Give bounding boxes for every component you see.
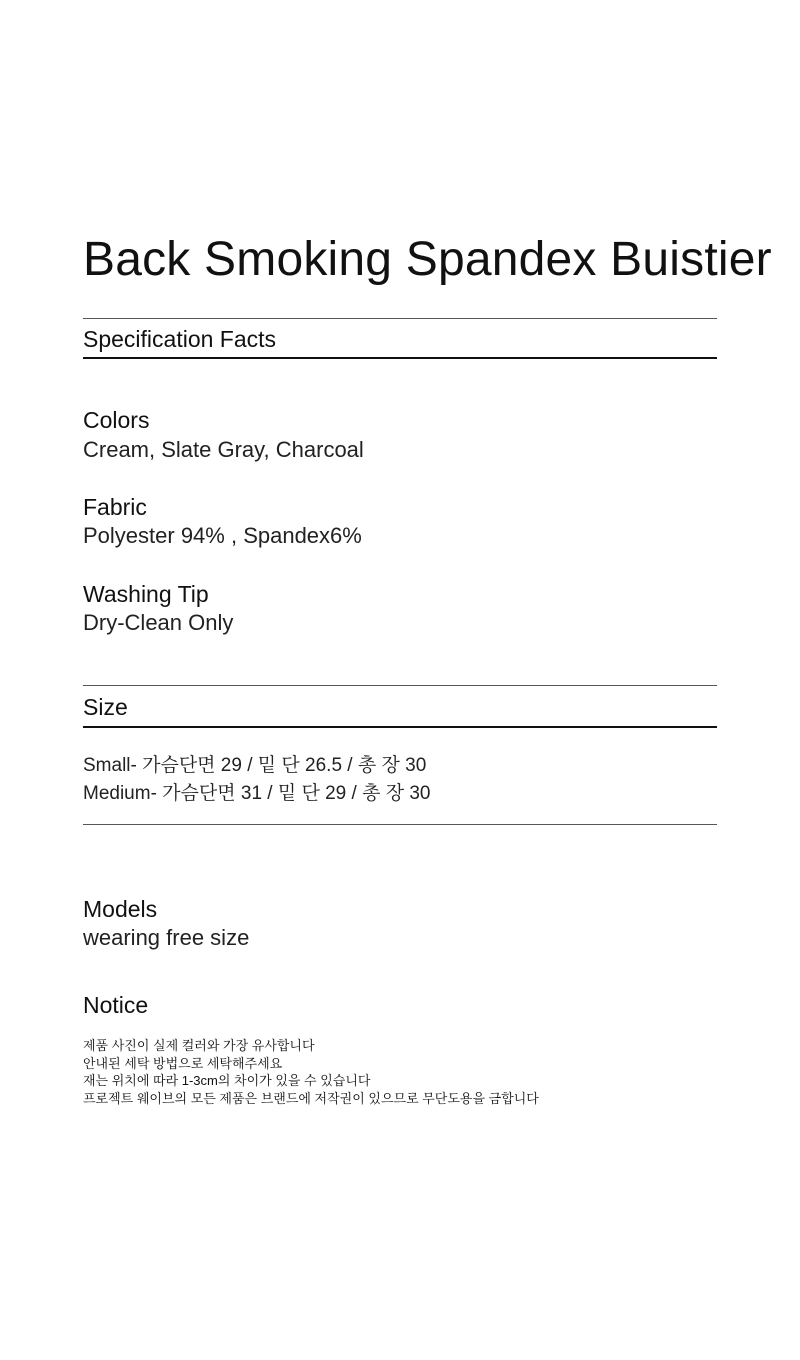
specification-heading: Specification Facts (83, 326, 277, 352)
divider (83, 726, 717, 728)
models-value: wearing free size (83, 925, 250, 950)
notice-list (83, 1037, 539, 1107)
divider (83, 318, 717, 319)
divider (83, 824, 717, 825)
fabric-value: Polyester 94% , Spandex6% (83, 523, 362, 548)
colors-label: Colors (83, 407, 150, 433)
models-label: Models (83, 896, 158, 922)
notice-heading: Notice (83, 992, 149, 1018)
divider (83, 357, 717, 359)
notice-line: 프로젝트 웨이브의 모든 제품은 브랜드에 저작권이 있으므로 무단도용을 금합니다 (83, 1090, 539, 1106)
size-row-small: Small- 가슴단면 29 / 밑 단 26.5 / 총 장 30 (83, 755, 427, 776)
product-title: Back Smoking Spandex Buistier (83, 233, 772, 286)
washing-label: Washing Tip (83, 581, 209, 607)
washing-value: Dry-Clean Only (83, 610, 234, 635)
divider (83, 685, 717, 686)
size-heading: Size (83, 694, 128, 720)
size-row-medium: Medium- 가슴단면 31 / 밑 단 29 / 총 장 30 (83, 783, 431, 804)
notice-line: 재는 위치에 따라 1-3cm의 차이가 있을 수 있습니다 (83, 1073, 371, 1088)
colors-value: Cream, Slate Gray, Charcoal (83, 437, 364, 462)
notice-line: 제품 사진이 실제 컬러와 가장 유사합니다 (83, 1038, 315, 1053)
fabric-label: Fabric (83, 494, 147, 520)
notice-line: 안내된 세탁 방법으로 세탁해주세요 (83, 1055, 283, 1071)
product-spec-page (83, 0, 772, 1360)
